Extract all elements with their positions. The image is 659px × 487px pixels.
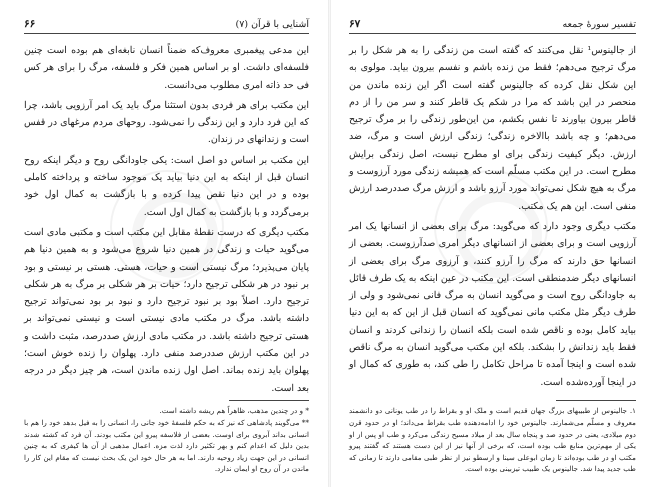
right-footnote: ۱. جالینوس از طبیبهای بزرگ جهان قدیم است و ملک او و بقراط را در طب یونانی دو دانشمند معروف و مسلّم می‌شمارند. جالینوس خود را ادامه‌دهنده طب بقراط می‌داند؛ او در حدود قرن دوم میلادی، یعنی در حدود صد و پنجاه سال بعد از میلاد مسیح زندگی می‌کرد و طب او پس از او یکی از مهم‌ترین منابع طب بوده است، که برخی از آنها نیز از این دست هستند که گفتند پیرو مکتب او در طب بوده‌اند تا زمان ابوعلی سینا و ارسطو نیز از نظر طبی مقامی دارند تا زمانی که طب جدید پیدا شد. جالینوس یک طبیب تیزبینی بوده است.: [349, 406, 636, 474]
left-paragraph: این مدعی پیغمبری معروف‌که ضمناً انسان نابغه‌ای هم بوده است چنین فلسفه‌ای داشت. او بر اساس همین فکر و فلسفه، مرگ را برای هر کس فی حد ذاته امری مطلوب می‌دانست.: [24, 45, 309, 91]
right-footnotes: [329, 400, 658, 475]
left-paragraph: این مکتب برای هر فردی بدون استثنا مرگ باید یک امر آرزویی باشد، چرا که این فرد دارد و این زندگی را نمی‌شود. روحهای مردم مرغهای در قفس است و زندانهای در زندان.: [24, 99, 309, 146]
right-paragraph: مکتب دیگری وجود دارد که می‌گوید: مرگ برای بعضی از انسانها یک امر آرزویی است و برای بعضی از انسانهای دیگر امری صدآرزوست. بعضی از انسانها حق دارند که مرگ را آرزو کنند، و آرزوی مرگ برای بعضی از انسانهای دیگر ضدمنطقی است. این مکتب در عین اینکه به یک طرف قائل به جاودانگی روح است و می‌گوید انسان به مرگ فانی نمی‌شود و ولی از طرف دیگر مثل مکتب مانی نمی‌گوید که انسان قبل از این که به این دنیا بیاید کامل بوده و ناقص شده است بلکه انسان را زندانی کردند و انسان فقط باید زندانش را بشکند. بلکه این مکتب می‌گوید انسان به مرگ ناقص شده است و اینجا آمده تا مراحل تکامل را طی کند، به طوری که کمال او در اینجا آورده‌شده است.: [349, 220, 636, 388]
footnote-rule: [229, 400, 309, 401]
book-gutter: [328, 0, 331, 487]
right-page: [329, 0, 658, 487]
footnote-rule: [556, 400, 636, 401]
left-page-number: ۶۶: [24, 18, 36, 30]
left-footnote: ** می‌گویند پادشاهی که نیز که به حکم فلسفهٔ خود جانی را، انسانی را به فیل بدهد خود را هم با انسانی بداند آبروی برای اوست. بعضی از فلاسفه پیرو این مکتب بودند. آن فرد که کشته شدند بدین دلیل که اعدام کنم و بهر تکثیر دارد لذت مزه. اعمال مذهبی از آن ها کیفری که به چنین انسانی در این جهت زیاد روحیه دارند. اما به هر حال خود این یک بحث نیست که مقام این کار را ماندن در آن روح او ایمان ندارد.: [24, 418, 309, 474]
left-paragraph: مکتب دیگری که درست نقطهٔ مقابل این مکتب است و مکتبی مادی است می‌گوید حیات و زندگی در همین دنیا شروع می‌شود و به همین دنیا هم پایان می‌پذیرد؛ مرگ نیستی است و حیات، هستی. هستی بر نیستی و بود بر نبود در هر شکلی ترجیح دارد؛ حیات بر هر شکلی بر مرگ به هر شکلی ترجیح دارد. اصلاً بود بر نبود ترجیح دارد و نبود بر بود نمی‌تواند ترجیح داشته باشد. مرگ در مکتب مادی نیستی است و نیستی نمی‌تواند بر هستی ترجیح داشته باشد. در مکتب مادی ارزش صددرصد، مثبت داشت و در این مکتب ارزش صددرصد منفی دارد. پهلوان را زنده خوش است؛ پهلوان باید زنده بماند. اصل اول زنده ماندن است، هر چیز دیگر در درجه بعد است.: [24, 226, 309, 394]
left-footnote: * و در چندین مذهب، ظاهراً هم ریشه داشته است.: [159, 406, 309, 416]
right-running-title: تفسیر سورهٔ جمعه: [562, 19, 636, 30]
left-page-header: [24, 18, 309, 34]
right-page-body: [349, 42, 636, 391]
right-page-header: [349, 18, 636, 34]
left-footnotes: [0, 400, 329, 475]
left-page-body: [24, 42, 309, 397]
left-running-title: آشنایی با قرآن (۷): [235, 19, 309, 30]
right-page-number: ۶۷: [349, 18, 361, 30]
left-paragraph: این مکتب بر اساس دو اصل است: یکی جاودانگی روح و دیگر اینکه روح انسان قبل از اینکه به این دنیا بیاید یک موجود ساخته و پرداخته کاملی بوده و در این دنیا نقص پیدا کرده و با بازگشت به کمال اول خود برمی‌گردد و با بازگشت به کمال اول است.: [24, 154, 309, 218]
left-page: [0, 0, 329, 487]
right-paragraph: از جالینوس¹ نقل می‌کنند که گفته است من زندگی را به هر شکل را بر مرگ ترجیح می‌دهم؛ فقط من زنده باشم و نفسم بیرون بیاید. مولوی به این شکل نقل کرده که جالینوس گفته است اگر این زنده ماندن من منحصر در این باشد که مرا در شکم یک قاطر کنند و سر من را از دم قاطر بیرون بیاورند تا نفس بکشم، من این‌طور زندگی را بر مرگ ترجیح می‌دهم؛ و چه باشد باالاخره زندگی؛ زندگی ارزش است و مرگ، ضد ارزش. دیگر کیفیت زندگی برای او مطرح نیست، اصل زندگی برایش مطرح است. در این مکتب مسلّم است که همیشه زندگی مورد آرزوست و مرگ به هیچ شکل نمی‌تواند مورد آرزو باشد و ارزش مرگ صددرصد ارزش منفی است. این هم یک مکتب.: [349, 45, 636, 212]
